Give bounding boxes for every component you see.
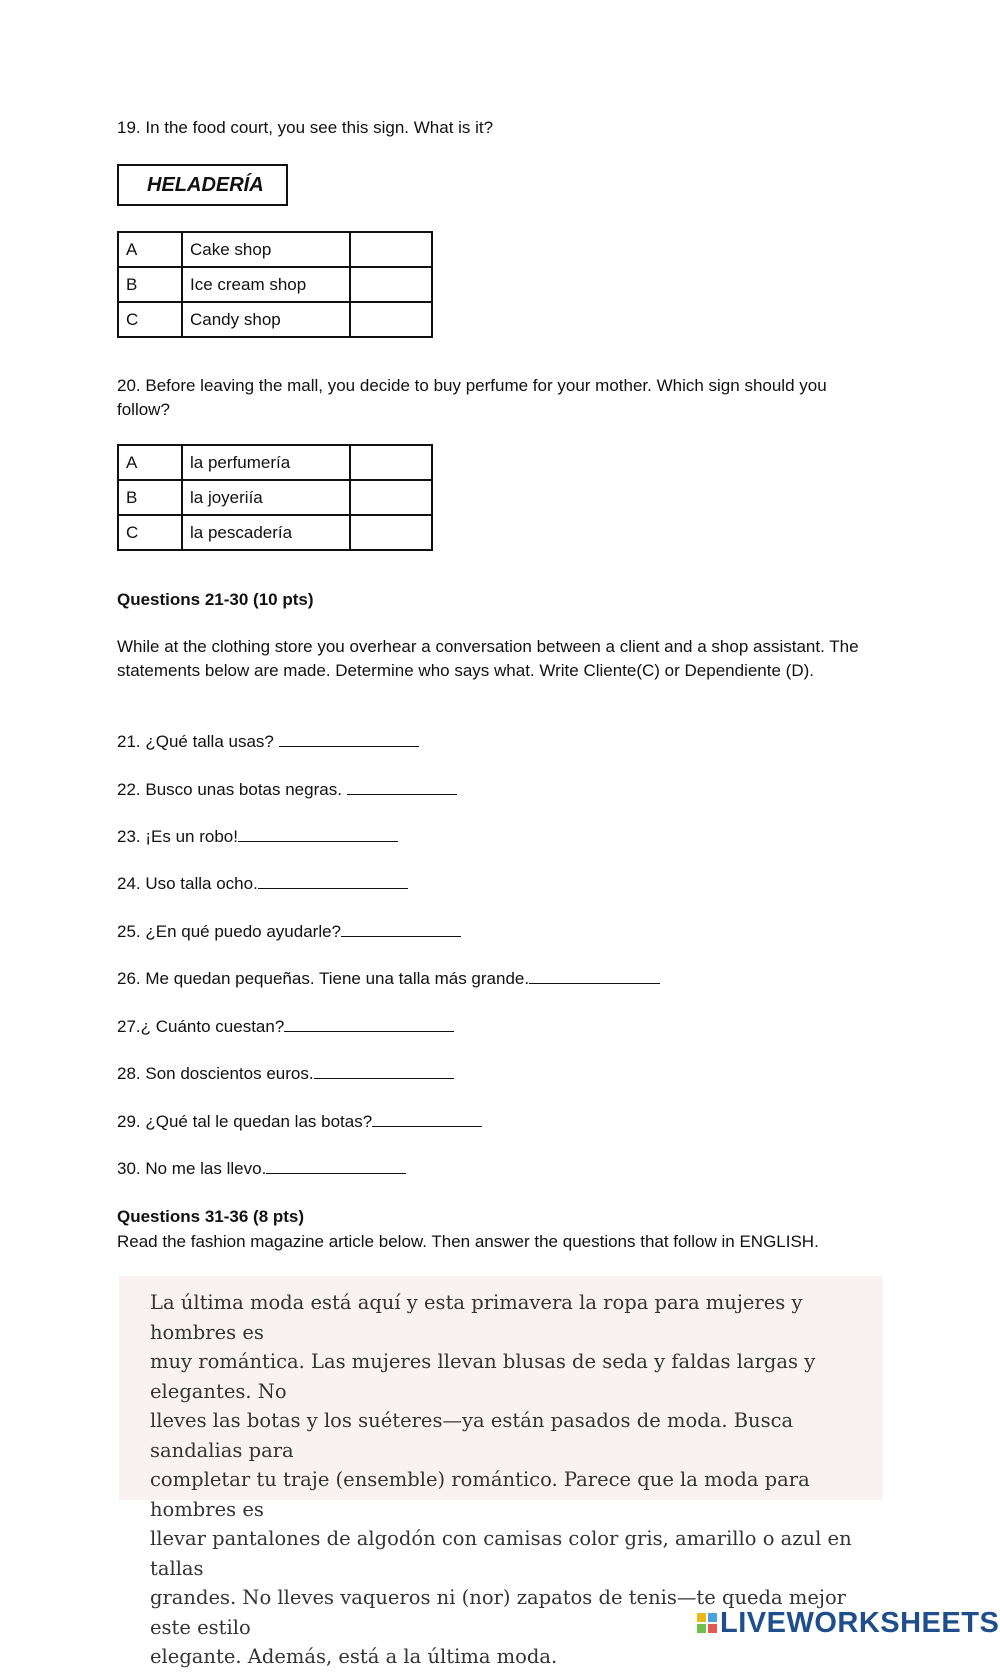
- statement-23: [117, 824, 398, 849]
- statement-24: [117, 871, 408, 896]
- statement-text: 30. No me las llevo.: [117, 1159, 267, 1178]
- statement-text: 23. ¡Es un robo!: [117, 827, 238, 846]
- option-letter: A: [118, 445, 182, 480]
- article-line: completar tu traje (ensemble) romántico. Parece que la moda para hombres es: [150, 1468, 810, 1521]
- answer-blank[interactable]: [347, 777, 457, 795]
- option-text: Ice cream shop: [182, 267, 350, 302]
- logo-square: [708, 1613, 717, 1622]
- statement-text: 27.¿ Cuánto cuestan?: [117, 1017, 285, 1036]
- option-row: [118, 302, 432, 337]
- answer-blank[interactable]: [314, 1061, 454, 1079]
- statement-27: [117, 1014, 454, 1039]
- statement-28: [117, 1061, 454, 1086]
- option-row: [118, 232, 432, 267]
- section-heading-21-30: Questions 21-30 (10 pts): [117, 590, 314, 609]
- article-line: lleves las botas y los suéteres—ya están pasados de moda. Busca sandalias para: [150, 1409, 794, 1462]
- statement-29: [117, 1109, 482, 1134]
- question-19: 19. In the food court, you see this sign. What is it?: [117, 118, 494, 137]
- option-text: Cake shop: [182, 232, 350, 267]
- option-row: [118, 267, 432, 302]
- answer-blank[interactable]: [372, 1109, 482, 1127]
- statement-text: 22. Busco unas botas negras.: [117, 780, 347, 799]
- option-row: [118, 480, 432, 515]
- statement-21: [117, 729, 419, 754]
- section-heading-31-36: Questions 31-36 (8 pts): [117, 1207, 305, 1226]
- article-line: muy romántica. Las mujeres llevan blusas de seda y faldas largas y elegantes. No: [150, 1350, 816, 1403]
- heladeria-sign: HELADERÍA: [117, 164, 288, 206]
- question-20: 20. Before leaving the mall, you decide to buy perfume for your mother. Which sign should you follow?: [117, 376, 827, 419]
- answer-box[interactable]: [350, 515, 432, 550]
- logo-square: [697, 1613, 706, 1622]
- answer-box[interactable]: [350, 302, 432, 337]
- statement-30: [117, 1156, 406, 1181]
- statement-22: [117, 777, 457, 802]
- answer-blank[interactable]: [266, 1156, 406, 1174]
- answer-blank[interactable]: [529, 966, 660, 984]
- liveworksheets-logo: [697, 1608, 999, 1638]
- option-text: la perfumería: [182, 445, 350, 480]
- statement-text: 29. ¿Qué tal le quedan las botas?: [117, 1112, 373, 1131]
- option-text: la joyeriía: [182, 480, 350, 515]
- option-row: [118, 445, 432, 480]
- logo-text: LIVEWORKSHEETS: [720, 1606, 1000, 1639]
- option-letter: B: [118, 480, 182, 515]
- statement-text: 26. Me quedan pequeñas. Tiene una talla más grande.: [117, 969, 530, 988]
- article-line: La última moda está aquí y esta primavera la ropa para mujeres y hombres es: [150, 1291, 803, 1344]
- statement-text: 28. Son doscientos euros.: [117, 1064, 314, 1083]
- option-letter: A: [118, 232, 182, 267]
- answer-blank[interactable]: [284, 1014, 454, 1032]
- logo-square: [708, 1624, 717, 1633]
- option-row: [118, 515, 432, 550]
- answer-box[interactable]: [350, 267, 432, 302]
- answer-blank[interactable]: [238, 824, 398, 842]
- section-instructions-21-30: While at the clothing store you overhear a conversation between a client and a shop assistant. The statements below are made. Determine who says what. Write Cliente(C) or Dependiente (D).: [117, 637, 859, 680]
- q20-options-table: [117, 444, 433, 551]
- answer-box[interactable]: [350, 480, 432, 515]
- statement-text: 21. ¿Qué talla usas?: [117, 732, 279, 751]
- answer-blank[interactable]: [258, 871, 408, 889]
- statement-25: [117, 919, 461, 944]
- option-letter: C: [118, 515, 182, 550]
- statement-text: 24. Uso talla ocho.: [117, 874, 258, 893]
- logo-squares-icon: [697, 1613, 717, 1633]
- section-instructions-31-36: Read the fashion magazine article below. Then answer the questions that follow in ENGLISH.: [117, 1232, 819, 1251]
- answer-box[interactable]: [350, 232, 432, 267]
- option-letter: B: [118, 267, 182, 302]
- option-letter: C: [118, 302, 182, 337]
- logo-square: [697, 1624, 706, 1633]
- q19-options-table: [117, 231, 433, 338]
- article-line: llevar pantalones de algodón con camisas color gris, amarillo o azul en tallas: [150, 1527, 852, 1580]
- statement-text: 25. ¿En qué puedo ayudarle?: [117, 922, 342, 941]
- statement-26: [117, 966, 660, 991]
- answer-blank[interactable]: [279, 729, 419, 747]
- answer-box[interactable]: [350, 445, 432, 480]
- option-text: Candy shop: [182, 302, 350, 337]
- article-line: elegante. Además, está a la última moda.: [150, 1645, 558, 1668]
- option-text: la pescadería: [182, 515, 350, 550]
- answer-blank[interactable]: [341, 919, 461, 937]
- article-line: grandes. No lleves vaqueros ni (nor) zapatos de tenis—te queda mejor este estilo: [150, 1586, 847, 1639]
